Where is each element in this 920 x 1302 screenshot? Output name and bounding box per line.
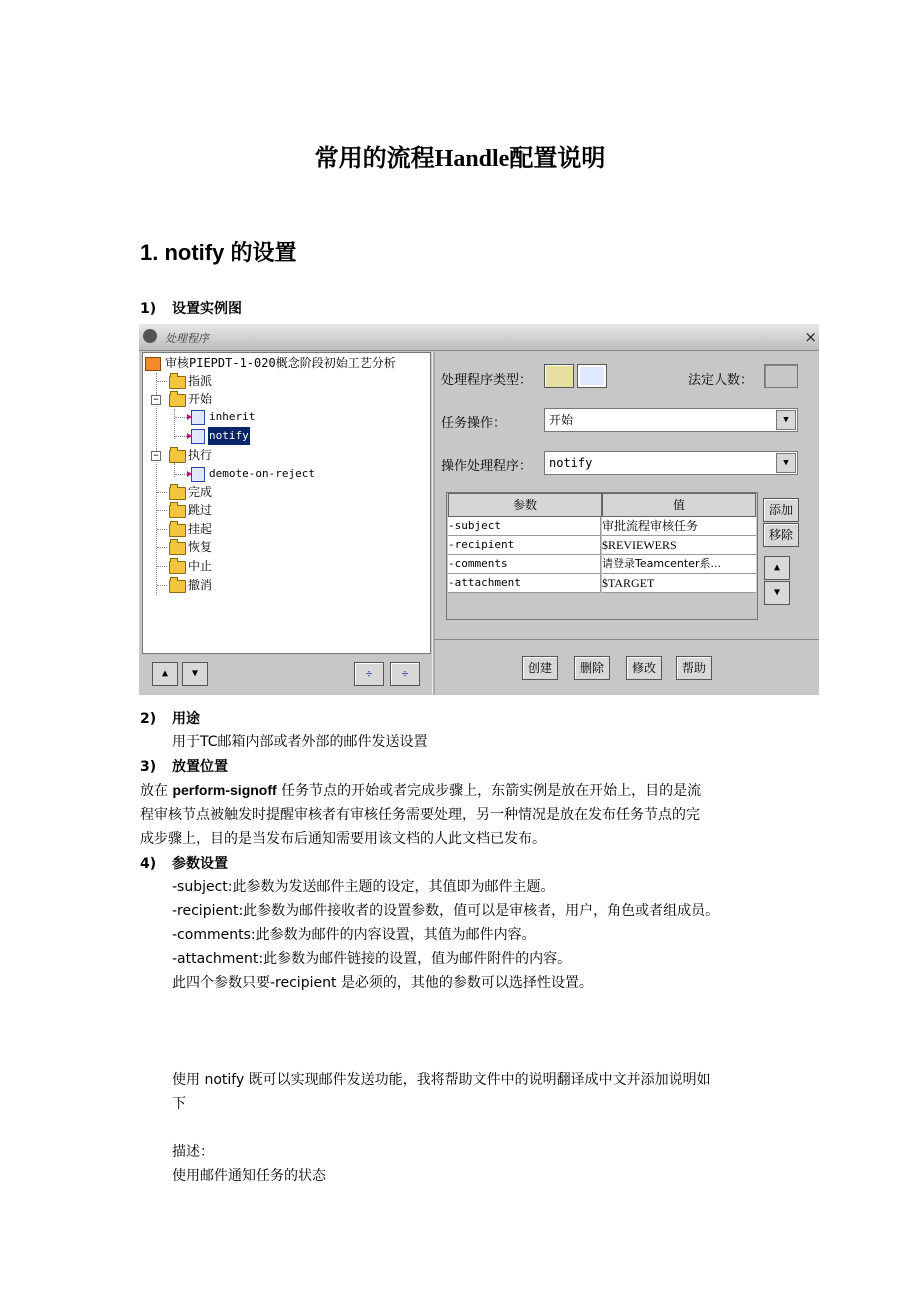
- parameter-line: -recipient:此参数为邮件接收者的设置参数，值可以是审核者，用户，角色或者组成员。: [172, 903, 720, 919]
- subsection-1: [140, 298, 242, 318]
- task-action-label: 任务操作：: [441, 416, 507, 431]
- tree-item-label: 开始: [188, 392, 213, 406]
- quorum-input[interactable]: [764, 364, 798, 388]
- handler-icon: [191, 429, 205, 444]
- create-button[interactable]: 创建: [522, 656, 558, 680]
- move-down-button[interactable]: ▼: [182, 662, 208, 686]
- action-handler-value: notify: [549, 456, 593, 470]
- handler-type-label: 处理程序类型：: [441, 373, 533, 388]
- table-cell-argument[interactable]: -attachment: [448, 574, 601, 593]
- table-cell-value[interactable]: $TARGET: [602, 574, 756, 593]
- folder-icon: [169, 542, 186, 555]
- tree-line: [156, 373, 157, 595]
- folder-icon: [169, 524, 186, 537]
- section-heading-notify: 1. notify 的设置: [140, 240, 297, 265]
- tree-item-label: 中止: [188, 559, 213, 573]
- quorum-label: 法定人数：: [688, 373, 754, 388]
- tree-item-label: 指派: [188, 374, 213, 388]
- document-title: 常用的流程Handle配置说明: [314, 146, 606, 172]
- text-line: 使用 notify 既可以实现邮件发送功能，我将帮助文件中的说明翻译成中文并添加说明如: [172, 1072, 711, 1088]
- notify-intro-paragraph: [172, 1068, 792, 1116]
- parameter-line: -attachment:此参数为邮件链接的设置，值为邮件附件的内容。: [172, 951, 572, 967]
- text-line: 成步骤上，目的是当发布后通知需要用该文档的人此文档已发布。: [140, 831, 546, 847]
- tree-item-label-selected: notify: [208, 427, 250, 445]
- subsection-number: 4): [140, 856, 157, 872]
- tree-item-label: 执行: [188, 448, 213, 462]
- tree-item-label: 审核PIEPDT-1-020概念阶段初始工艺分析: [165, 356, 396, 370]
- tree-toolbar: [142, 654, 429, 692]
- parameter-line: 此四个参数只要-recipient 是必须的，其他的参数可以选择性设置。: [172, 975, 593, 991]
- action-handler-select[interactable]: [544, 451, 798, 475]
- placement-paragraph: [140, 778, 790, 851]
- purpose-text: 用于TC邮箱内部或者外部的邮件发送设置: [172, 734, 428, 750]
- folder-icon: [169, 505, 186, 518]
- table-cell-value[interactable]: 请登录Teamcenter系...: [602, 555, 756, 574]
- text-line: 下: [172, 1096, 186, 1112]
- subsection-title: 参数设置: [172, 856, 228, 872]
- column-header-value[interactable]: 值: [602, 493, 756, 517]
- tree-item-label: 撤消: [188, 578, 213, 592]
- parameter-line: -comments:此参数为邮件的内容设置，其值为邮件内容。: [172, 927, 536, 943]
- app-icon: [143, 329, 157, 343]
- table-cell-argument[interactable]: -comments: [448, 555, 601, 574]
- folder-open-icon: [169, 394, 186, 407]
- modify-button[interactable]: 修改: [626, 656, 662, 680]
- folder-open-icon: [169, 450, 186, 463]
- subsection-number: 2): [140, 711, 157, 727]
- tree-item-label: 挂起: [188, 522, 213, 536]
- table-cell-value[interactable]: $REVIEWERS: [602, 536, 756, 555]
- parameter-line: -subject:此参数为发送邮件主题的设定，其值即为邮件主题。: [172, 879, 555, 895]
- description-text: 使用邮件通知任务的状态: [172, 1168, 326, 1184]
- argument-table[interactable]: [446, 492, 758, 620]
- tree-item-label: 完成: [188, 485, 213, 499]
- folder-icon: [169, 487, 186, 500]
- handler-tree[interactable]: [142, 352, 431, 654]
- argument-up-button[interactable]: ▲: [764, 556, 790, 580]
- remove-argument-button[interactable]: 移除: [763, 523, 799, 547]
- tree-item-label: demote-on-reject: [209, 467, 315, 480]
- subsection-title: 设置实例图: [172, 301, 242, 317]
- text-line: 程审核节点被触发时提醒审核者有审核任务需要处理，另一种情况是放在发布任务节点的完: [140, 807, 700, 823]
- folder-icon: [169, 580, 186, 593]
- action-handler-icon[interactable]: [577, 364, 607, 388]
- subsection-3: [140, 756, 228, 776]
- help-button[interactable]: 帮助: [676, 656, 712, 680]
- column-header-argument[interactable]: 参数: [448, 493, 602, 517]
- tree-item-label: inherit: [209, 410, 256, 423]
- expand-all-icon[interactable]: ÷: [354, 662, 384, 686]
- subsection-title: 用途: [172, 711, 200, 727]
- description-label: 描述：: [172, 1144, 214, 1160]
- task-action-select[interactable]: [544, 408, 798, 432]
- action-handler-label: 操作处理程序：: [441, 459, 533, 474]
- argument-down-button[interactable]: ▼: [764, 581, 790, 605]
- pane-divider: [432, 352, 435, 695]
- subsection-number: 1): [140, 301, 157, 317]
- workflow-icon: [145, 357, 161, 371]
- add-argument-button[interactable]: 添加: [763, 498, 799, 522]
- text-run: 任务节点的开始或者完成步骤上，东箭实例是放在开始上，目的是流: [276, 783, 702, 799]
- rule-handler-icon[interactable]: [544, 364, 574, 388]
- handler-name: perform-signoff: [172, 782, 277, 798]
- subsection-title: 放置位置: [172, 759, 228, 775]
- tree-item-label: 恢复: [188, 540, 213, 554]
- divider-line: [434, 639, 819, 640]
- subsection-4: [140, 853, 228, 873]
- folder-icon: [169, 376, 186, 389]
- parameter-list: [172, 875, 792, 995]
- text-run: 放在: [140, 783, 173, 799]
- collapse-icon[interactable]: −: [151, 395, 161, 405]
- handler-dialog: [139, 324, 819, 695]
- table-cell-value[interactable]: 审批流程审核任务: [602, 517, 756, 536]
- table-cell-argument[interactable]: -subject: [448, 517, 601, 536]
- close-icon[interactable]: ×: [804, 328, 817, 346]
- dialog-titlebar: [139, 324, 819, 351]
- chevron-down-icon[interactable]: ▼: [776, 453, 796, 473]
- move-up-button[interactable]: ▲: [152, 662, 178, 686]
- collapse-all-icon[interactable]: ÷: [390, 662, 420, 686]
- chevron-down-icon[interactable]: ▼: [776, 410, 796, 430]
- collapse-icon[interactable]: −: [151, 451, 161, 461]
- table-cell-argument[interactable]: -recipient: [448, 536, 601, 555]
- tree-item-label: 跳过: [188, 503, 213, 517]
- subsection-2: [140, 708, 200, 728]
- folder-icon: [169, 561, 186, 574]
- task-action-value: 开始: [549, 413, 574, 427]
- handler-icon: [191, 467, 205, 482]
- dialog-title: 处理程序: [165, 332, 209, 345]
- tree-line: [174, 409, 175, 439]
- subsection-number: 3): [140, 759, 157, 775]
- handler-icon: [191, 410, 205, 425]
- delete-button[interactable]: 删除: [574, 656, 610, 680]
